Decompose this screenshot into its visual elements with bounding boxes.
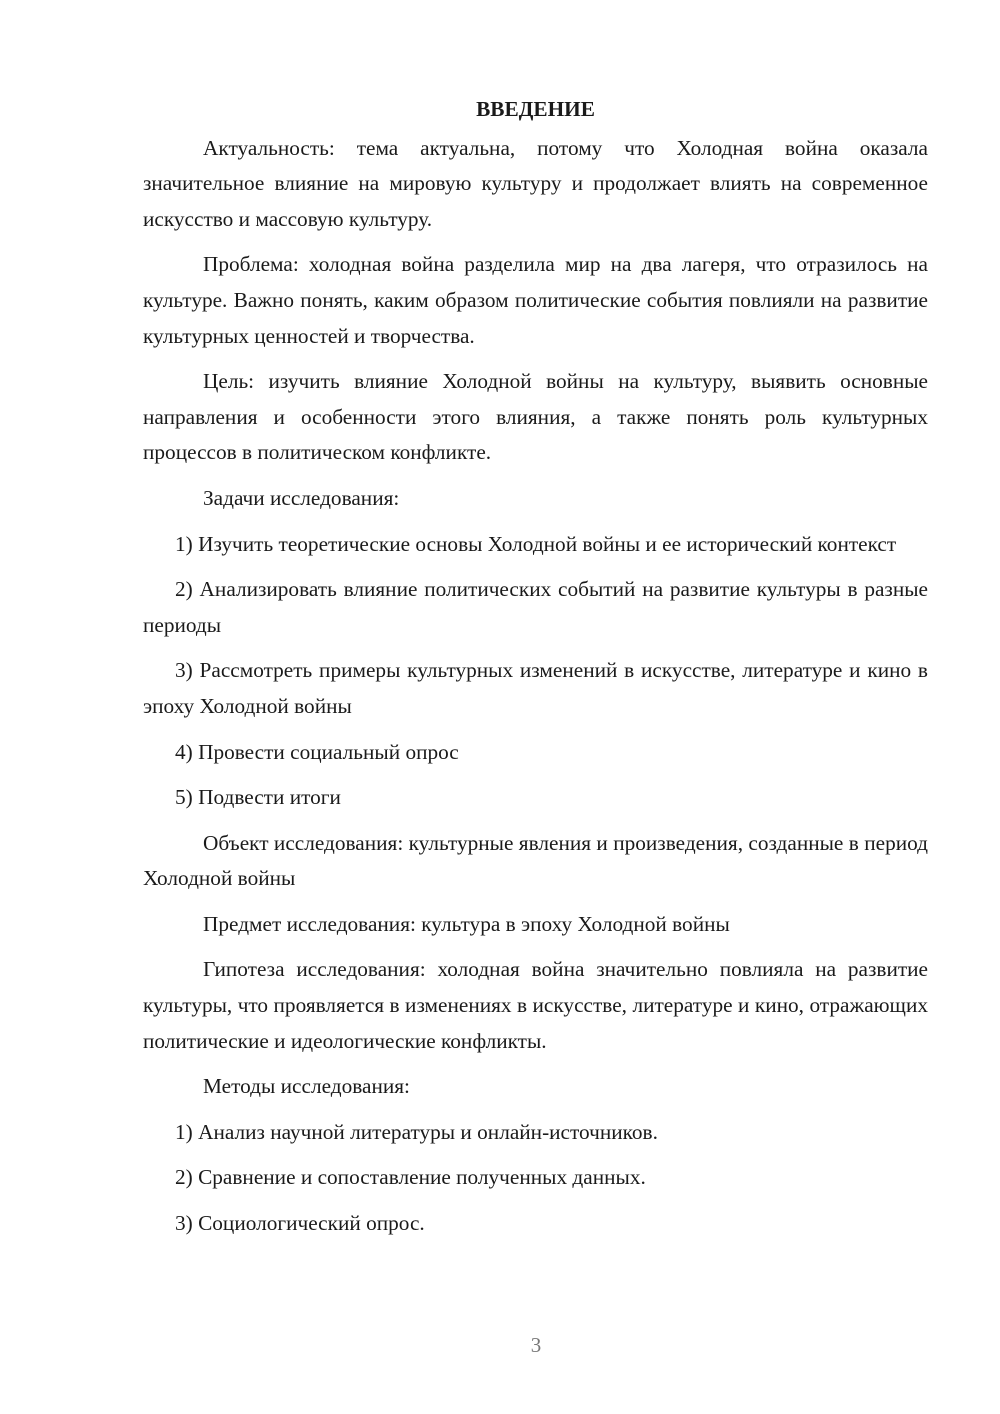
hypothesis-paragraph: Гипотеза исследования: холодная война значительно повлияла на развитие культуры, что проявляется в изменениях в искусстве, литературе и кино, отражающих политические и идеологические конфликты. (143, 957, 928, 1053)
problem-paragraph: Проблема: холодная война разделила мир на два лагеря, что отразилось на культуре. Важно понять, каким образом политические события повлияли на развитие культурных ценностей и творчества. (143, 252, 928, 348)
task-item: 5) Подвести итоги (175, 785, 341, 810)
relevance-paragraph: Актуальность: тема актуальна, потому что Холодная война оказала значительное влияние на мировую культуру и продолжает влиять на современное искусство и массовую культуру. (143, 135, 928, 231)
task-item: 1) Изучить теоретические основы Холодной войны и ее исторический контекст (175, 531, 897, 556)
document-page (143, 92, 928, 1252)
page-number: 3 (530, 1333, 542, 1357)
task-item: 3) Рассмотреть примеры культурных изменений в искусстве, литературе и кино в эпоху Холодной войны (143, 658, 928, 718)
object-paragraph: Объект исследования: культурные явления и произведения, созданные в период Холодной войны (143, 830, 928, 891)
task-item: 2) Анализировать влияние политических событий на развитие культуры в разные периоды (143, 577, 928, 637)
tasks-heading: Задачи исследования: (203, 485, 400, 510)
task-item: 4) Провести социальный опрос (175, 739, 459, 764)
method-item: 2) Сравнение и сопоставление полученных данных. (175, 1165, 646, 1190)
method-item: 3) Социологический опрос. (175, 1211, 425, 1236)
section-title: ВВЕДЕНИЕ (476, 97, 595, 121)
method-item: 1) Анализ научной литературы и онлайн-источников. (175, 1119, 658, 1144)
goal-paragraph: Цель: изучить влияние Холодной войны на культуру, выявить основные направления и особенности этого влияния, а также понять роль культурных процессов в политическом конфликте. (143, 369, 928, 465)
methods-heading: Методы исследования: (203, 1074, 410, 1099)
subject-paragraph: Предмет исследования: культура в эпоху Холодной войны (203, 911, 730, 936)
